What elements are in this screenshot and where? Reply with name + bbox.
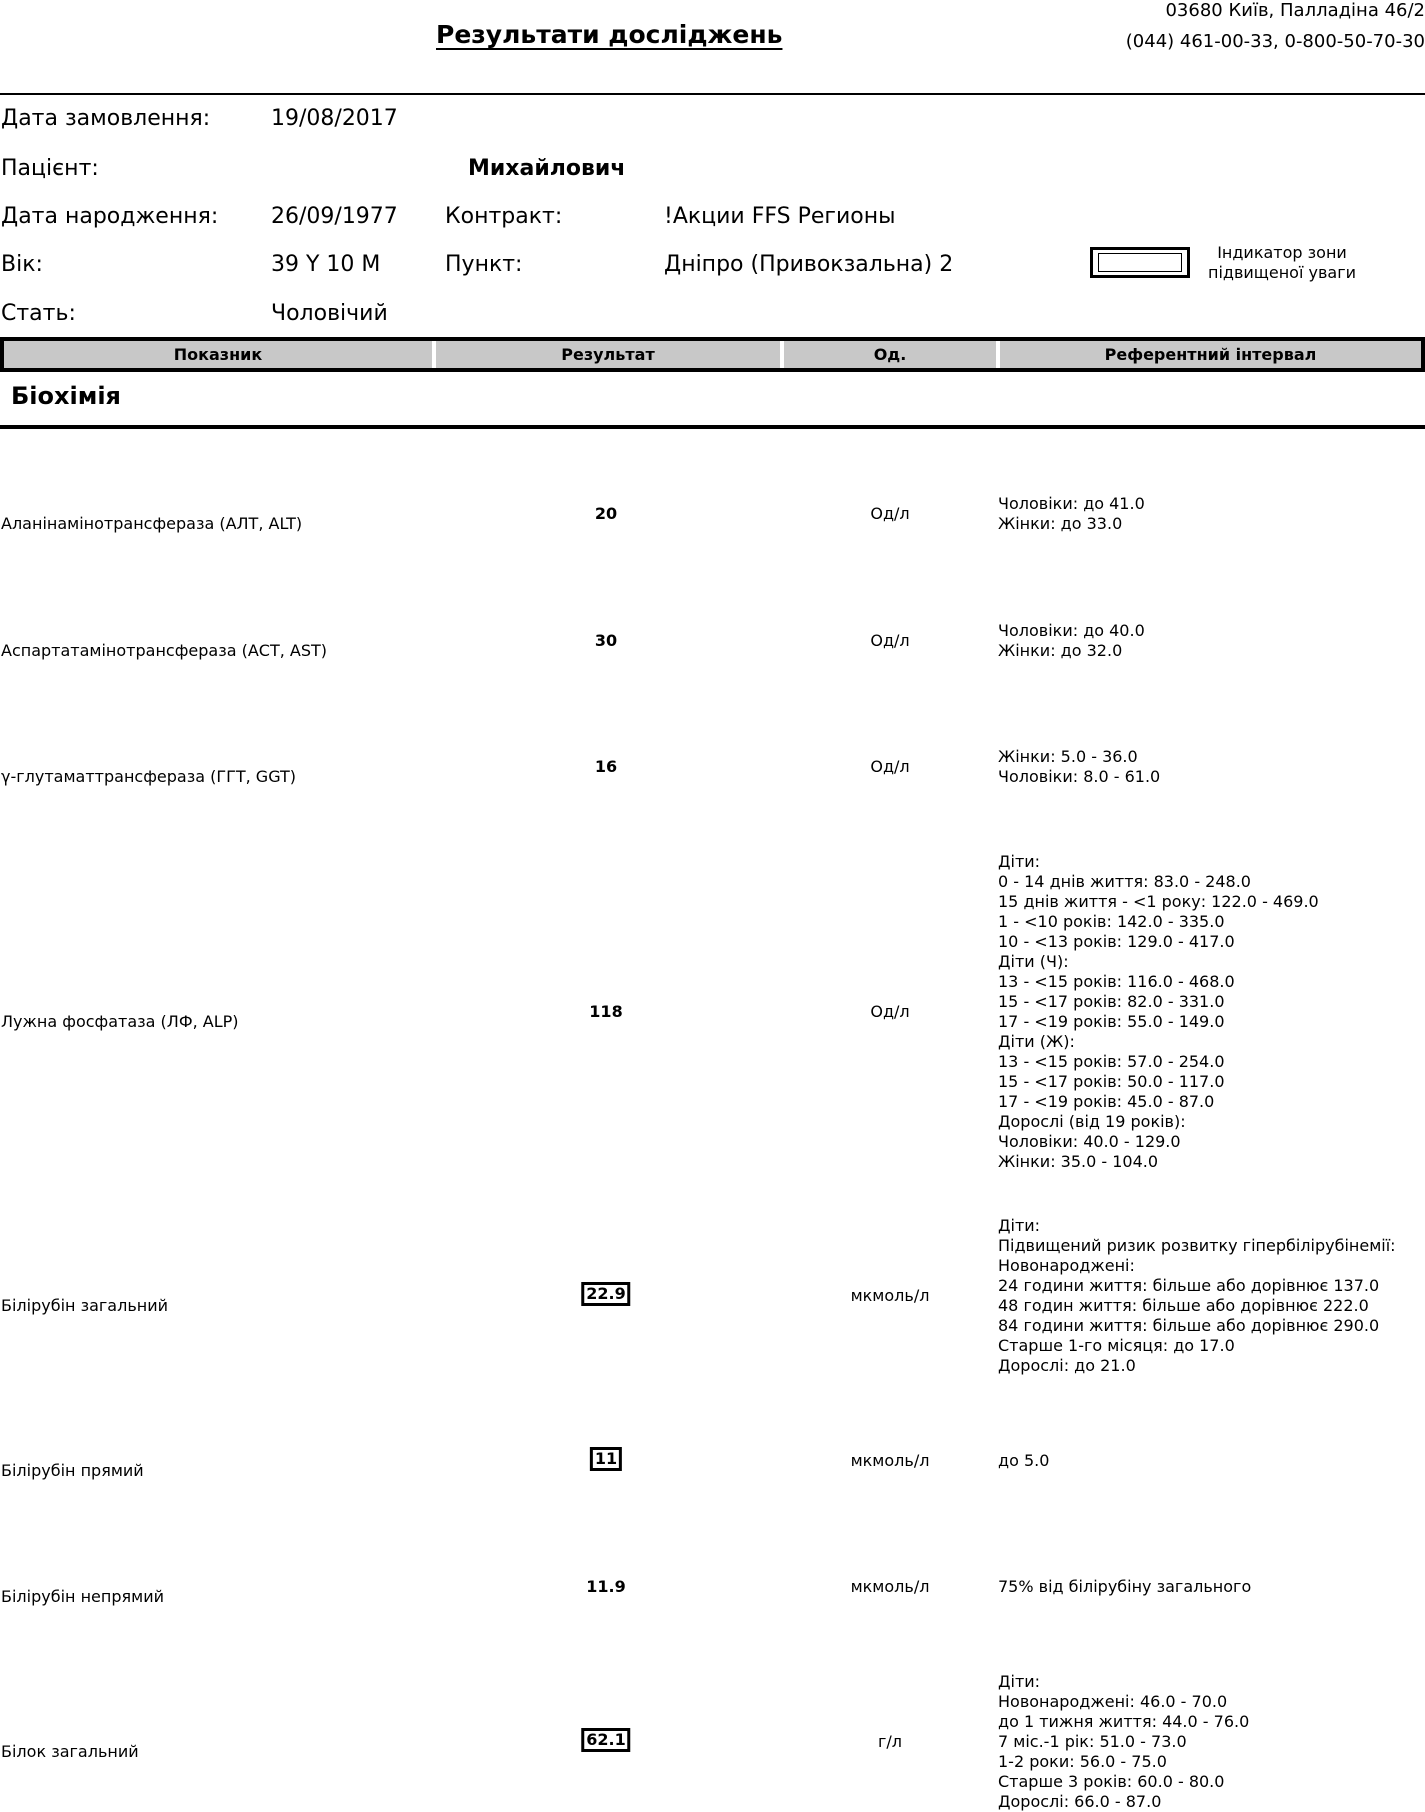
row-unit: мкмоль/л [850,1451,930,1470]
document-title: Результати досліджень [436,20,783,49]
sex-label: Стать: [1,301,76,326]
row-unit: г/л [877,1732,903,1751]
row-reference: Жінки: 5.0 - 36.0 Чоловіки: 8.0 - 61.0 [998,747,1161,786]
point-label: Пункт: [445,252,523,277]
row-unit: мкмоль/л [850,1577,930,1596]
header-divider [0,93,1425,95]
row-unit: Од/л [870,1002,910,1021]
row-reference: Чоловіки: до 40.0 Жінки: до 32.0 [998,621,1145,660]
sex-value: Чоловічий [271,301,388,326]
section-title: Біохімія [11,382,121,410]
contract-label: Контракт: [445,204,563,229]
birth-date-value: 26/09/1977 [271,204,398,229]
column-header-reference: Референтний інтервал [996,341,1425,368]
row-result: 11.9 [586,1577,626,1596]
row-indicator-name: Білірубін загальний [1,1296,169,1315]
row-reference: Діти: Підвищений ризик розвитку гіпербілірубінемії: Новонароджені: 24 години життя: більше або дорівнює 137.0 48 годин життя: більше або дорівнює 222.0 84 години життя: більше або дорівнює 290.0 Старше 1-го місяця: до 17.0 Дорослі: до 21.0 [998,1216,1396,1375]
row-reference: Діти: Новонароджені: 46.0 - 70.0 до 1 тижня життя: 44.0 - 76.0 7 міс.-1 рік: 51.0 - 73.0 1-2 роки: 56.0 - 75.0 Старше 3 років: 60.0 - 80.0 Дорослі: 66.0 - 87.0 [998,1672,1250,1811]
row-unit: Од/л [870,631,910,650]
row-result-flagged: 11 [590,1447,622,1471]
row-result: 30 [594,631,618,650]
patient-label: Пацієнт: [1,156,99,181]
lab-address: 03680 Київ, Палладіна 46/2 [1165,0,1425,21]
row-unit: мкмоль/л [850,1286,930,1305]
row-result-flagged: 62.1 [581,1728,630,1752]
order-date-label: Дата замовлення: [1,106,211,131]
row-indicator-name: Аспартатамінотрансфераза (АСТ, AST) [1,641,328,660]
row-indicator-name: Білірубін непрямий [1,1587,164,1606]
age-value: 39 Y 10 M [271,252,381,277]
row-reference: до 5.0 [998,1451,1050,1470]
row-indicator-name: Лужна фосфатаза (ЛФ, ALP) [1,1012,239,1031]
age-label: Вік: [1,252,43,277]
point-value: Дніпро (Привокзальна) 2 [664,252,954,277]
row-reference: Чоловіки: до 41.0 Жінки: до 33.0 [998,494,1145,533]
row-result: 20 [594,504,618,523]
patient-name: Михайлович [468,156,626,181]
row-indicator-name: Білірубін прямий [1,1461,144,1480]
row-indicator-name: γ-глутаматтрансфераза (ГГТ, GGT) [1,767,297,786]
column-header-indicator: Показник [0,341,432,368]
attention-indicator-legend: Індикатор зони підвищеної уваги [1208,243,1356,282]
column-header-unit: Од. [780,341,996,368]
birth-date-label: Дата народження: [1,204,219,229]
lab-phones: (044) 461-00-33, 0-800-50-70-30 [1125,31,1425,52]
column-header-result: Результат [432,341,780,368]
row-unit: Од/л [870,504,910,523]
row-reference: Діти: 0 - 14 днів життя: 83.0 - 248.0 15 днів життя - <1 року: 122.0 - 469.0 1 - <10 років: 142.0 - 335.0 10 - <13 років: 129.0 - 417.0 Діти (Ч): 13 - <15 років: 116.0 - 468.0 15 - <17 років: 82.0 - 331.0 17 - <19 років: 55.0 - 149.0 Діти (Ж): 13 - <15 років: 57.0 - 254.0 15 - <17 років: 50.0 - 117.0 17 - <19 років: 45.0 - 87.0 Дорослі (від 19 років): Чоловіки: 40.0 - 129.0 Жінки: 35.0 - 104.0 [998,852,1319,1171]
section-divider [0,425,1425,429]
contract-value: !Акции FFS Регионы [664,204,896,229]
row-result-flagged: 22.9 [581,1282,630,1306]
row-reference: 75% від білірубіну загального [998,1577,1252,1596]
attention-indicator-swatch [1090,247,1190,278]
row-result: 118 [589,1002,623,1021]
row-result: 16 [594,757,618,776]
row-indicator-name: Білок загальний [1,1742,139,1761]
row-unit: Од/л [870,757,910,776]
order-date-value: 19/08/2017 [271,106,398,131]
results-table-header [0,337,1425,372]
row-indicator-name: Аланінамінотрансфераза (АЛТ, ALT) [1,514,303,533]
